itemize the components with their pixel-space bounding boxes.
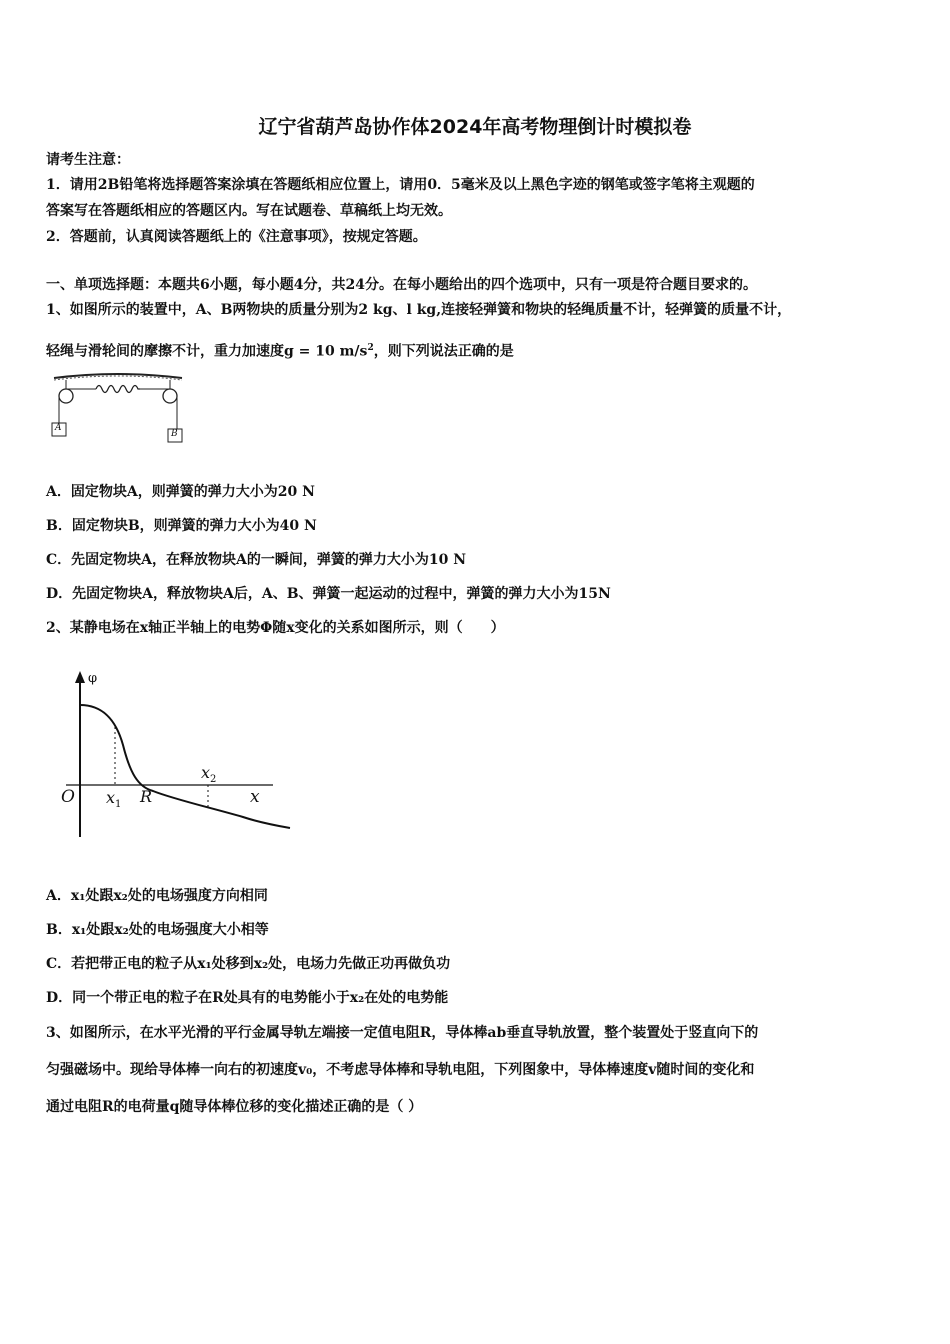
- x1-label: [106, 788, 121, 810]
- x2-label-sub: 2: [210, 774, 217, 786]
- q1-stem-sup: 2: [367, 343, 374, 353]
- q2-potential-graph: [58, 665, 298, 840]
- q2-option-c: C．若把带正电的粒子从x₁处移到x₂处，电场力先做正功再做负功: [46, 956, 451, 972]
- q1-option-d: D．先固定物块A，释放物块A后，A、B、弹簧一起运动的过程中，弹簧的弹力大小为15N: [46, 586, 611, 602]
- q1-stem-line-2: [46, 338, 906, 362]
- y-axis-arrow: [75, 671, 85, 683]
- q2-option-a: A．x₁处跟x₂处的电场强度方向相同: [46, 888, 268, 904]
- pulley-right: [163, 389, 177, 403]
- x2-label: [201, 763, 216, 785]
- notice-line-1: 1．请用2B铅笔将选择题答案涂填在答题纸相应位置上，请用0．5毫米及以上黑色字迹的钢笔或签字笔将主观题的: [46, 177, 755, 193]
- q1-stem-tail: ，则下列说法正确的是: [373, 343, 514, 360]
- block-a-label: A: [55, 423, 62, 433]
- q3-stem-line-3: 通过电阻R的电荷量q随导体棒位移的变化描述正确的是（ ）: [46, 1099, 423, 1115]
- section-heading: 一、单项选择题：本题共6小题，每小题4分，共24分。在每小题给出的四个选项中，只有一项是符合题目要求的。: [46, 277, 757, 293]
- x1-label-main: x: [106, 788, 116, 807]
- pulley-left: [59, 389, 73, 403]
- x2-label-main: x: [201, 763, 211, 782]
- notice-line-3: 2．答题前，认真阅读答题纸上的《注意事项》，按规定答题。: [46, 229, 427, 245]
- q2-option-b: B．x₁处跟x₂处的电场强度大小相等: [46, 922, 269, 938]
- y-axis-label: φ: [88, 671, 98, 686]
- q1-option-c: C．先固定物块A，在释放物块A的一瞬间，弹簧的弹力大小为10 N: [46, 552, 467, 568]
- page-title: 辽宁省葫芦岛协作体2024年高考物理倒计时模拟卷: [258, 116, 692, 138]
- q1-stem-text: 轻绳与滑轮间的摩擦不计，重力加速度g = 10 m/s: [46, 343, 368, 360]
- r-label: R: [140, 787, 153, 806]
- block-b-label: B: [171, 429, 178, 439]
- q1-option-a: A．固定物块A，则弹簧的弹力大小为20 N: [46, 484, 315, 500]
- q1-stem-line-1: 1、如图所示的装置中，A、B两物块的质量分别为2 kg、l kg,连接轻弹簧和物块的轻绳质量不计，轻弹簧的质量不计，: [46, 302, 792, 318]
- notice-line-2: 答案写在答题纸相应的答题区内。写在试题卷、草稿纸上均无效。: [46, 203, 452, 219]
- x-axis-label: x: [250, 787, 260, 807]
- q3-stem-line-2: 匀强磁场中。现给导体棒一向右的初速度v₀，不考虑导体棒和导轨电阻，下列图象中，导体棒速度v随时间的变化和: [46, 1062, 755, 1078]
- q3-stem-line-1: 3、如图所示，在水平光滑的平行金属导轨左端接一定值电阻R，导体棒ab垂直导轨放置，整个装置处于竖直向下的: [46, 1025, 759, 1041]
- origin-label: O: [61, 787, 75, 807]
- q1-option-b: B．固定物块B，则弹簧的弹力大小为40 N: [46, 518, 317, 534]
- spring: [96, 386, 140, 393]
- q2-stem: 2、某静电场在x轴正半轴上的电势Φ随x变化的关系如图所示，则（ ）: [46, 620, 505, 636]
- x1-label-sub: 1: [115, 799, 122, 811]
- q2-option-d: D．同一个带正电的粒子在R处具有的电势能小于x₂在处的电势能: [46, 990, 449, 1006]
- notice-heading: 请考生注意：: [46, 152, 130, 168]
- q1-figure: [48, 366, 188, 446]
